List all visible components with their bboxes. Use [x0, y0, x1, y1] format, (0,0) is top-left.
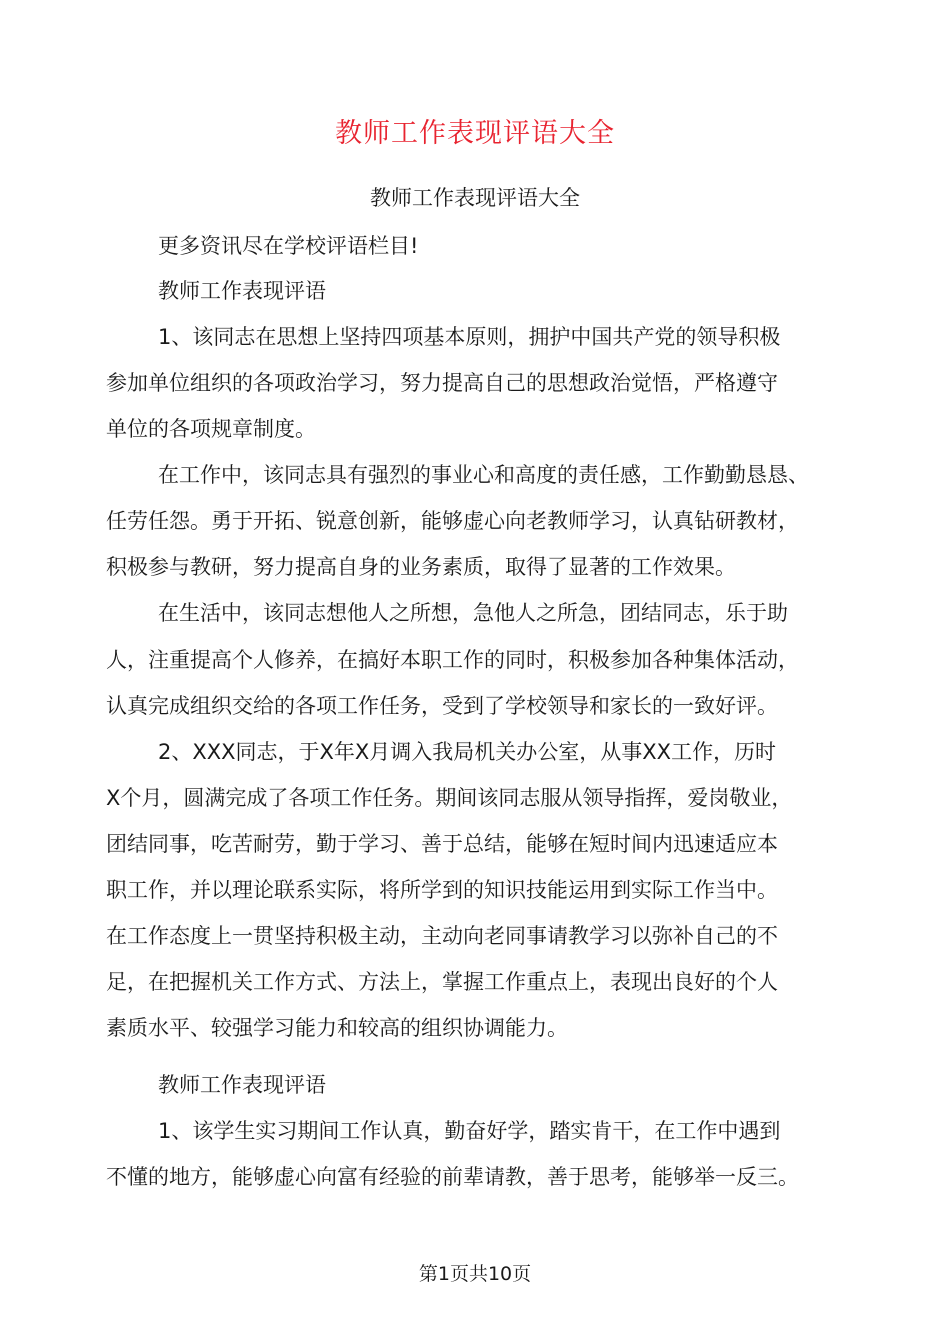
section-heading: 教师工作表现评语	[158, 1073, 326, 1097]
paragraph-line: 在工作态度上一贯坚持积极主动，主动向老同事请教学习以弥补自己的不	[106, 924, 778, 948]
paragraph-line: 参加单位组织的各项政治学习，努力提高自己的思想政治觉悟，严格遵守	[106, 371, 778, 395]
document-subtitle: 教师工作表现评语大全	[370, 186, 580, 210]
page-footer: 第1页共10页	[418, 1263, 532, 1285]
paragraph-line: 不懂的地方，能够虚心向富有经验的前辈请教，善于思考，能够举一反三。	[106, 1165, 799, 1189]
paragraph-line: 单位的各项规章制度。	[106, 417, 316, 441]
section-heading: 教师工作表现评语	[158, 279, 326, 303]
paragraph-line: 1、该同志在思想上坚持四项基本原则，拥护中国共产党的领导积极	[158, 325, 781, 349]
paragraph-line: 团结同事，吃苦耐劳，勤于学习、善于总结，能够在短时间内迅速适应本	[106, 832, 778, 856]
paragraph-line: 1、该学生实习期间工作认真，勤奋好学，踏实肯干，在工作中遇到	[158, 1119, 781, 1143]
paragraph-line: 2、XXX同志，于X年X月调入我局机关办公室，从事XX工作，历时	[158, 740, 777, 764]
paragraph-line: 人，注重提高个人修养，在搞好本职工作的同时，积极参加各种集体活动，	[106, 648, 799, 672]
paragraph-line: X个月，圆满完成了各项工作任务。期间该同志服从领导指挥，爱岗敬业，	[106, 786, 793, 810]
paragraph-line: 在工作中，该同志具有强烈的事业心和高度的责任感，工作勤勤恳恳、	[158, 463, 809, 487]
paragraph-line: 足，在把握机关工作方式、方法上，掌握工作重点上，表现出良好的个人	[106, 970, 778, 994]
paragraph-line: 职工作，并以理论联系实际，将所学到的知识技能运用到实际工作当中。	[106, 878, 778, 902]
paragraph-line: 认真完成组织交给的各项工作任务，受到了学校领导和家长的一致好评。	[106, 694, 778, 718]
page-title: 教师工作表现评语大全	[335, 118, 615, 149]
paragraph-line: 素质水平、较强学习能力和较高的组织协调能力。	[106, 1016, 568, 1040]
paragraph-line: 任劳任怨。勇于开拓、锐意创新，能够虚心向老教师学习，认真钻研教材，	[106, 509, 799, 533]
intro-line: 更多资讯尽在学校评语栏目!	[158, 234, 419, 258]
paragraph-line: 在生活中，该同志想他人之所想，急他人之所急，团结同志，乐于助	[158, 601, 788, 625]
paragraph-line: 积极参与教研，努力提高自身的业务素质，取得了显著的工作效果。	[106, 555, 736, 579]
